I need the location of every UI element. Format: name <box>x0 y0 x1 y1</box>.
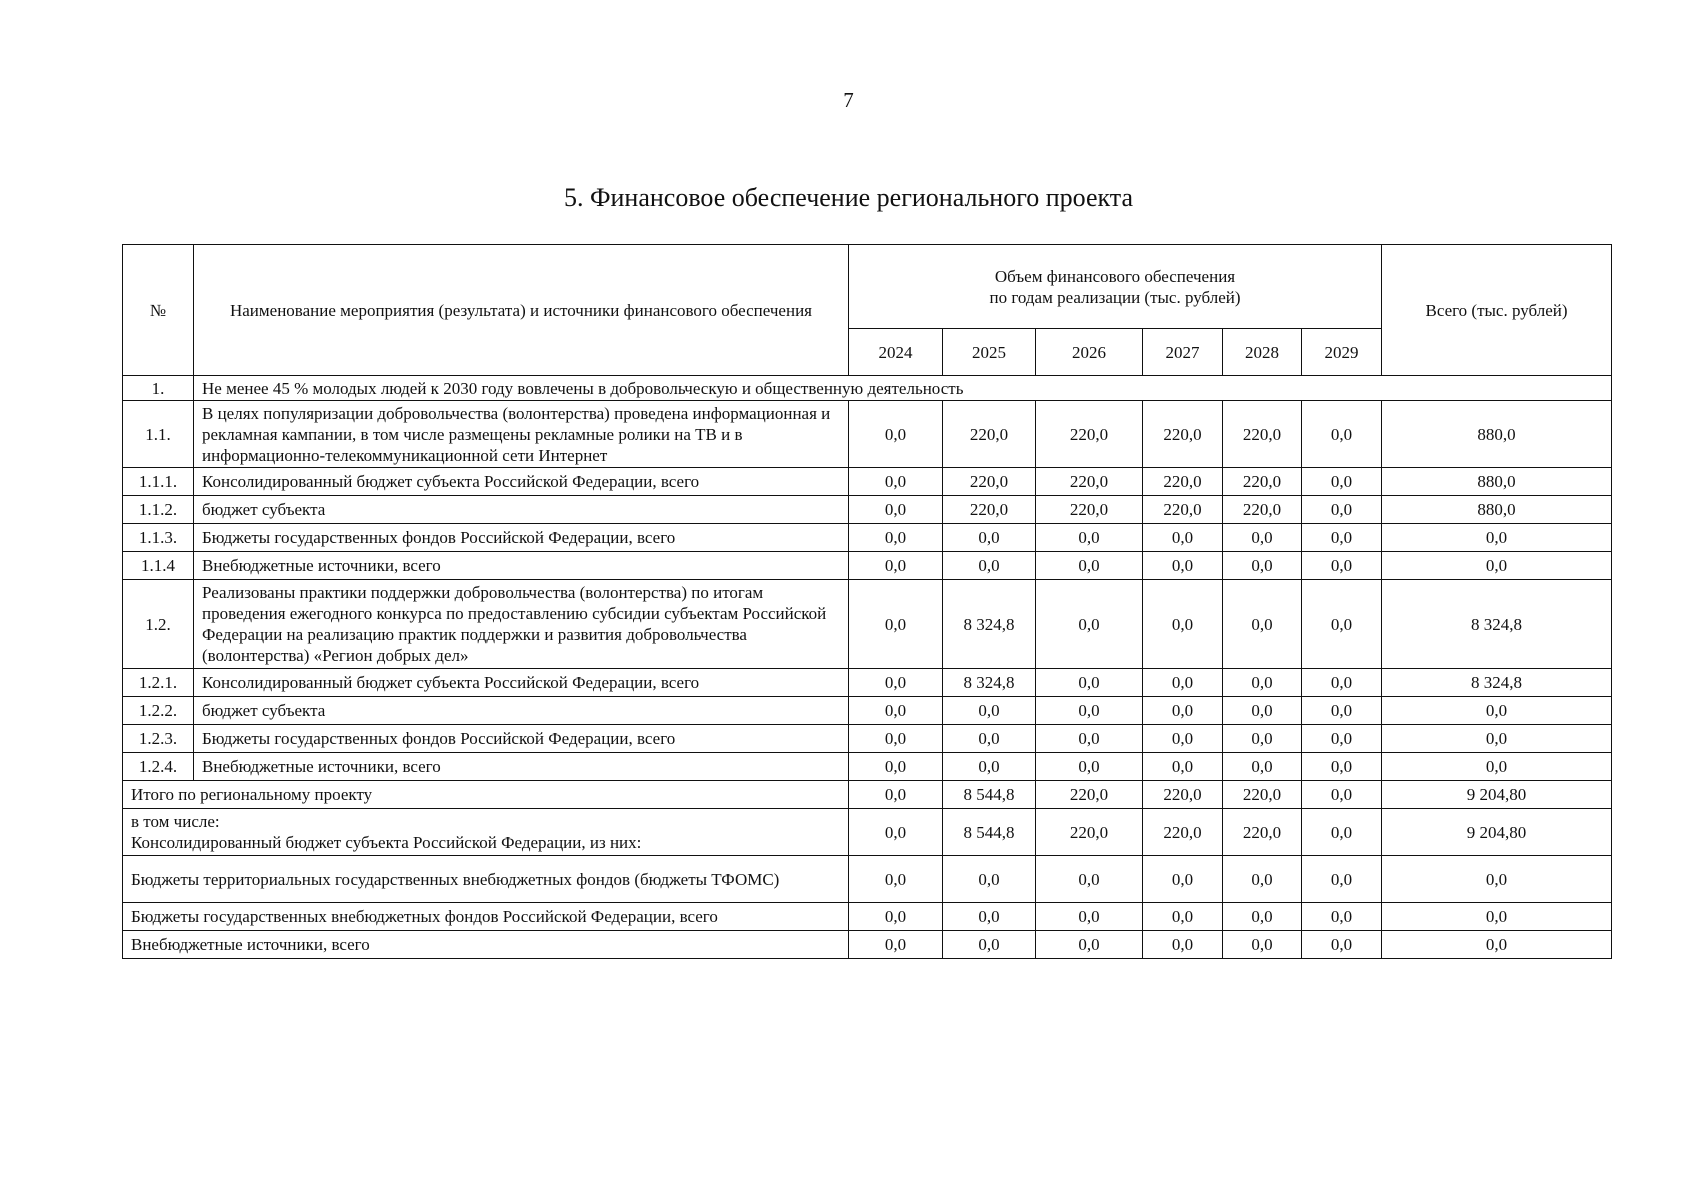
total-label-line: Бюджеты государственных внебюджетных фондов Российской Федерации, всего <box>131 907 718 926</box>
row-value: 0,0 <box>849 669 943 697</box>
row-value: 0,0 <box>1302 552 1382 580</box>
total-label <box>123 809 849 856</box>
total-label <box>123 931 849 959</box>
total-value: 0,0 <box>1302 809 1382 856</box>
row-value: 0,0 <box>1223 753 1302 781</box>
total-sum: 0,0 <box>1382 931 1612 959</box>
row-value: 0,0 <box>849 580 943 669</box>
row-value: 220,0 <box>1143 496 1223 524</box>
task-row <box>123 376 1612 401</box>
row-value: 0,0 <box>1036 669 1143 697</box>
table-row <box>123 401 1612 468</box>
total-value: 0,0 <box>1143 931 1223 959</box>
row-value: 0,0 <box>1223 580 1302 669</box>
row-value: 0,0 <box>1143 524 1223 552</box>
total-label <box>123 781 849 809</box>
total-sum: 9 204,80 <box>1382 781 1612 809</box>
row-value: 0,0 <box>1302 669 1382 697</box>
row-value: 0,0 <box>1036 552 1143 580</box>
row-value: 0,0 <box>1143 725 1223 753</box>
table-row <box>123 753 1612 781</box>
financing-table <box>122 244 1612 959</box>
row-name: В целях популяризации добровольчества (волонтерства) проведена информационная и рекламная кампании, в том числе размещены рекламные ролики на ТВ и в информационно-телекоммуникационной сети Интернет <box>194 401 849 468</box>
row-num: 1.1.1. <box>123 468 194 496</box>
total-sum: 9 204,80 <box>1382 809 1612 856</box>
row-value: 0,0 <box>1302 753 1382 781</box>
row-value: 0,0 <box>849 697 943 725</box>
row-value: 220,0 <box>943 496 1036 524</box>
row-value: 220,0 <box>1036 468 1143 496</box>
row-total: 0,0 <box>1382 524 1612 552</box>
row-name: Реализованы практики поддержки добровольчества (волонтерства) по итогам проведения ежегодного конкурса по предоставлению субсидии субъектам Российской Федерации на реализацию практик поддержки и развития добровольчества (волонтерства) «Регион добрых дел» <box>194 580 849 669</box>
row-total: 8 324,8 <box>1382 669 1612 697</box>
row-total: 0,0 <box>1382 725 1612 753</box>
row-value: 0,0 <box>849 552 943 580</box>
total-row <box>123 856 1612 903</box>
row-value: 0,0 <box>1143 669 1223 697</box>
header-year: 2028 <box>1223 329 1302 376</box>
total-value: 0,0 <box>1223 856 1302 903</box>
row-value: 0,0 <box>943 524 1036 552</box>
total-value: 0,0 <box>943 856 1036 903</box>
table-row <box>123 725 1612 753</box>
row-value: 0,0 <box>1302 725 1382 753</box>
table-row <box>123 496 1612 524</box>
total-label-line: Бюджеты территориальных государственных внебюджетных фондов (бюджеты ТФОМС) <box>131 869 780 889</box>
row-value: 0,0 <box>1143 697 1223 725</box>
row-total: 0,0 <box>1382 753 1612 781</box>
row-value: 0,0 <box>849 401 943 468</box>
row-value: 8 324,8 <box>943 669 1036 697</box>
row-value: 0,0 <box>1223 669 1302 697</box>
row-value: 0,0 <box>1223 524 1302 552</box>
table-row <box>123 669 1612 697</box>
total-value: 0,0 <box>1036 931 1143 959</box>
row-num: 1.1.3. <box>123 524 194 552</box>
total-value: 0,0 <box>1302 856 1382 903</box>
total-sum: 0,0 <box>1382 856 1612 903</box>
row-value: 220,0 <box>1223 496 1302 524</box>
row-total: 880,0 <box>1382 468 1612 496</box>
row-value: 0,0 <box>1302 468 1382 496</box>
total-value: 8 544,8 <box>943 809 1036 856</box>
total-value: 0,0 <box>1223 931 1302 959</box>
row-name: Внебюджетные источники, всего <box>194 552 849 580</box>
total-row <box>123 781 1612 809</box>
total-value: 220,0 <box>1223 781 1302 809</box>
row-total: 0,0 <box>1382 552 1612 580</box>
row-value: 0,0 <box>1302 401 1382 468</box>
row-value: 0,0 <box>943 552 1036 580</box>
total-value: 0,0 <box>849 856 943 903</box>
total-value: 0,0 <box>1143 856 1223 903</box>
row-value: 0,0 <box>943 725 1036 753</box>
header-total: Всего (тыс. рублей) <box>1382 245 1612 376</box>
row-name: Консолидированный бюджет субъекта Российской Федерации, всего <box>194 468 849 496</box>
total-value: 0,0 <box>849 931 943 959</box>
total-value: 0,0 <box>849 809 943 856</box>
total-value: 0,0 <box>1302 781 1382 809</box>
header-year: 2025 <box>943 329 1036 376</box>
row-value: 0,0 <box>1036 580 1143 669</box>
row-total: 880,0 <box>1382 401 1612 468</box>
table-row <box>123 524 1612 552</box>
total-value: 220,0 <box>1143 809 1223 856</box>
total-value: 0,0 <box>1302 903 1382 931</box>
task-num: 1. <box>123 376 194 401</box>
row-num: 1.2.4. <box>123 753 194 781</box>
section-title: 5. Финансовое обеспечение регионального проекта <box>563 183 1134 212</box>
row-value: 0,0 <box>849 468 943 496</box>
row-value: 0,0 <box>849 496 943 524</box>
row-value: 8 324,8 <box>943 580 1036 669</box>
row-value: 0,0 <box>849 524 943 552</box>
row-num: 1.1. <box>123 401 194 468</box>
row-total: 880,0 <box>1382 496 1612 524</box>
header-volume-line1: Объем финансового обеспечения <box>994 266 1236 286</box>
row-value: 0,0 <box>1036 697 1143 725</box>
total-sum: 0,0 <box>1382 903 1612 931</box>
row-value: 0,0 <box>1302 524 1382 552</box>
row-value: 220,0 <box>1223 401 1302 468</box>
row-value: 220,0 <box>1143 401 1223 468</box>
row-num: 1.2.3. <box>123 725 194 753</box>
total-value: 220,0 <box>1223 809 1302 856</box>
header-year: 2024 <box>849 329 943 376</box>
row-name: Внебюджетные источники, всего <box>194 753 849 781</box>
row-value: 220,0 <box>1143 468 1223 496</box>
row-name: бюджет субъекта <box>194 697 849 725</box>
row-value: 0,0 <box>943 697 1036 725</box>
task-name: Не менее 45 % молодых людей к 2030 году вовлечены в добровольческую и общественную деятельность <box>194 376 1612 401</box>
row-value: 0,0 <box>1143 753 1223 781</box>
row-num: 1.1.4 <box>123 552 194 580</box>
total-value: 0,0 <box>1302 931 1382 959</box>
row-value: 0,0 <box>1036 753 1143 781</box>
row-value: 0,0 <box>943 753 1036 781</box>
total-value: 0,0 <box>1036 903 1143 931</box>
row-value: 220,0 <box>1036 401 1143 468</box>
row-name: бюджет субъекта <box>194 496 849 524</box>
row-value: 220,0 <box>943 401 1036 468</box>
total-row <box>123 931 1612 959</box>
row-num: 1.2.2. <box>123 697 194 725</box>
total-value: 220,0 <box>1036 809 1143 856</box>
total-value: 0,0 <box>1143 903 1223 931</box>
total-value: 220,0 <box>1143 781 1223 809</box>
row-total: 8 324,8 <box>1382 580 1612 669</box>
total-label-line: Итого по региональному проекту <box>131 785 373 804</box>
table-row <box>123 552 1612 580</box>
header-year: 2029 <box>1302 329 1382 376</box>
header-volume <box>849 245 1382 329</box>
row-value: 220,0 <box>1036 496 1143 524</box>
total-row <box>123 809 1612 856</box>
row-num: 1.2. <box>123 580 194 669</box>
row-value: 0,0 <box>1302 496 1382 524</box>
total-row <box>123 903 1612 931</box>
total-value: 0,0 <box>1036 856 1143 903</box>
total-label <box>123 856 849 903</box>
row-name: Консолидированный бюджет субъекта Российской Федерации, всего <box>194 669 849 697</box>
row-value: 0,0 <box>1223 697 1302 725</box>
total-value: 0,0 <box>849 781 943 809</box>
total-value: 0,0 <box>849 903 943 931</box>
total-value: 0,0 <box>943 931 1036 959</box>
total-label-line: в том числе: <box>131 812 220 831</box>
total-label-line: Внебюджетные источники, всего <box>131 935 370 954</box>
row-value: 220,0 <box>1223 468 1302 496</box>
row-value: 0,0 <box>849 753 943 781</box>
row-value: 0,0 <box>1036 725 1143 753</box>
row-name: Бюджеты государственных фондов Российской Федерации, всего <box>194 725 849 753</box>
row-value: 0,0 <box>1143 580 1223 669</box>
row-num: 1.2.1. <box>123 669 194 697</box>
total-label <box>123 903 849 931</box>
header-volume-line2: по годам реализации (тыс. рублей) <box>989 287 1241 307</box>
row-total: 0,0 <box>1382 697 1612 725</box>
row-value: 0,0 <box>1223 725 1302 753</box>
header-year: 2026 <box>1036 329 1143 376</box>
total-value: 220,0 <box>1036 781 1143 809</box>
header-year: 2027 <box>1143 329 1223 376</box>
total-label-line: Консолидированный бюджет субъекта Российской Федерации, из них: <box>131 833 642 852</box>
header-name: Наименование мероприятия (результата) и источники финансового обеспечения <box>194 245 849 376</box>
row-value: 220,0 <box>943 468 1036 496</box>
row-value: 0,0 <box>1302 580 1382 669</box>
row-value: 0,0 <box>1143 552 1223 580</box>
total-value: 8 544,8 <box>943 781 1036 809</box>
table-row <box>123 580 1612 669</box>
total-value: 0,0 <box>943 903 1036 931</box>
row-value: 0,0 <box>1302 697 1382 725</box>
table-row <box>123 468 1612 496</box>
total-value: 0,0 <box>1223 903 1302 931</box>
row-value: 0,0 <box>1036 524 1143 552</box>
page-number: 7 <box>843 88 854 112</box>
row-value: 0,0 <box>1223 552 1302 580</box>
header-num: № <box>123 245 194 376</box>
row-num: 1.1.2. <box>123 496 194 524</box>
row-name: Бюджеты государственных фондов Российской Федерации, всего <box>194 524 849 552</box>
table-row <box>123 697 1612 725</box>
row-value: 0,0 <box>849 725 943 753</box>
